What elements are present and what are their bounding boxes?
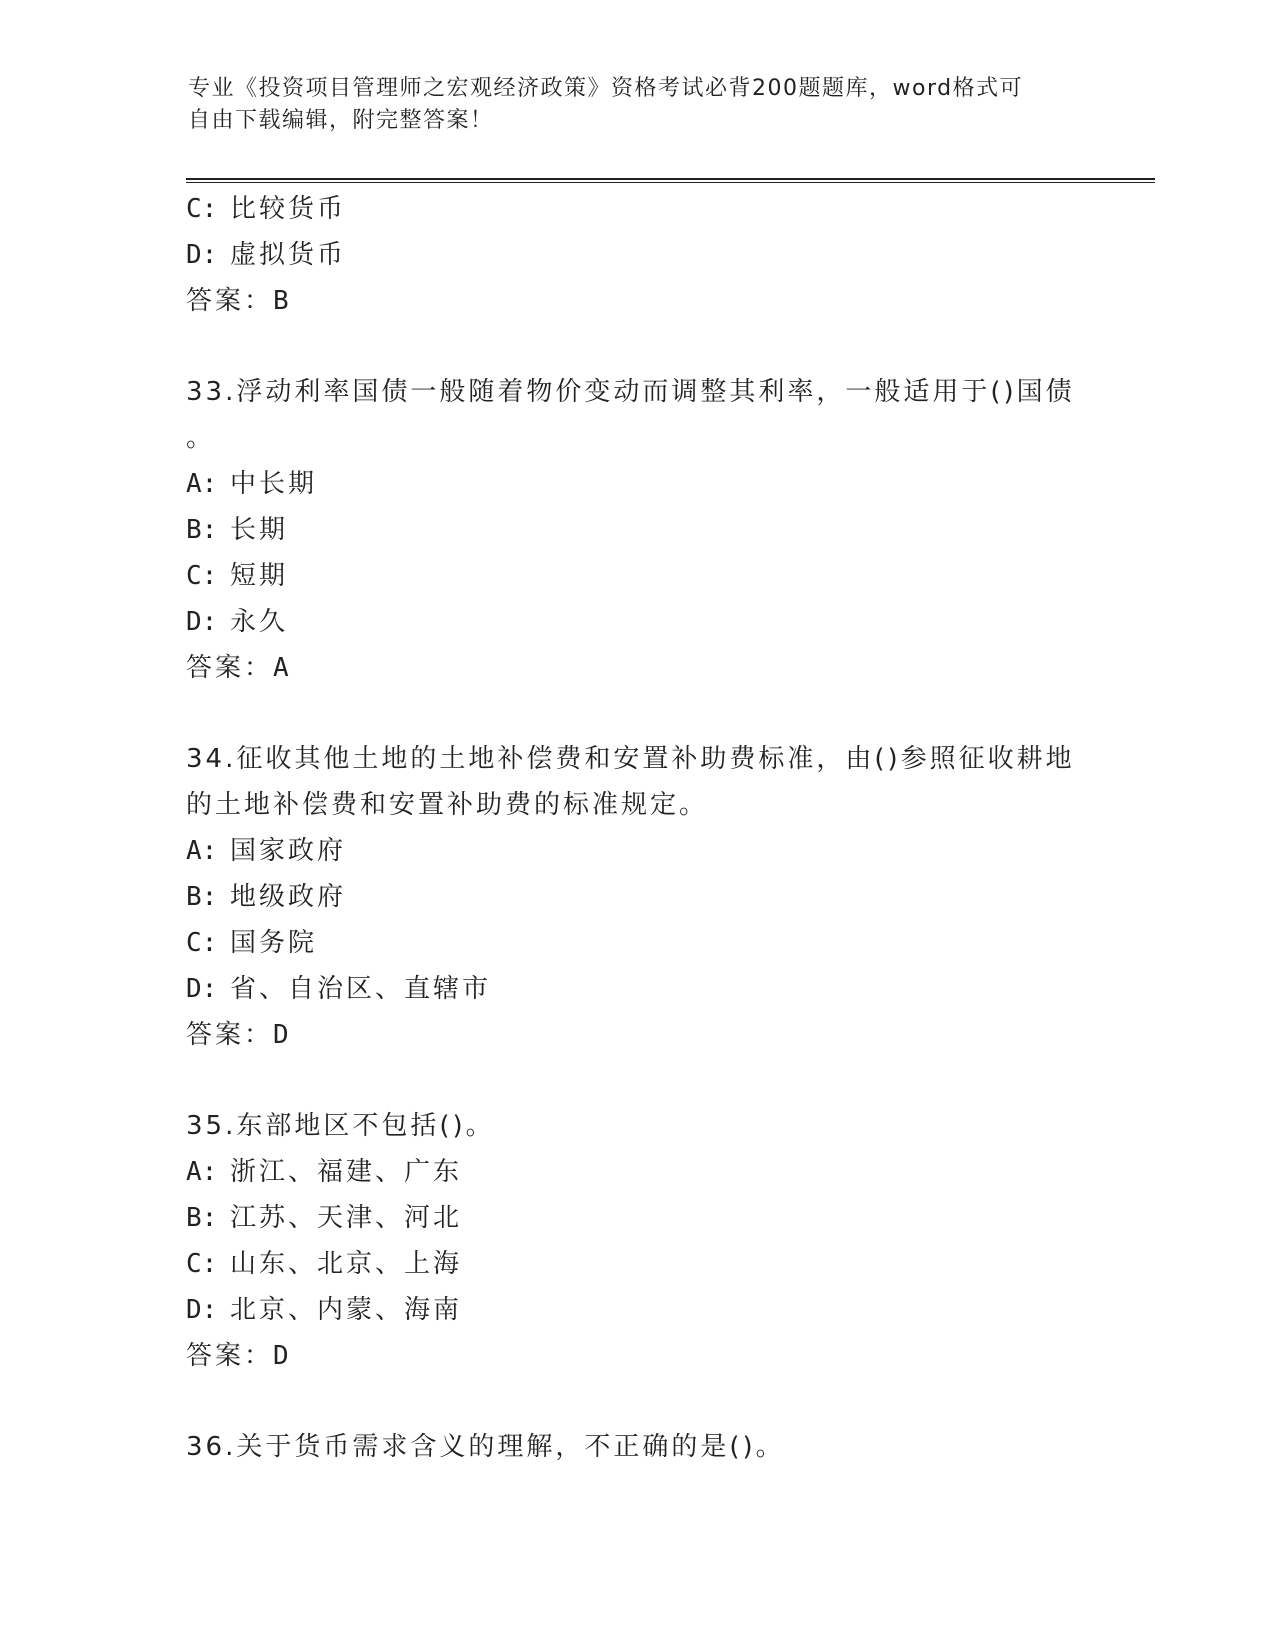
option-text: 江苏、天津、河北: [230, 1203, 463, 1233]
header-divider: [186, 178, 1155, 183]
option-text: 山东、北京、上海: [230, 1249, 463, 1279]
option-letter: B:: [186, 1203, 218, 1233]
page-header: [188, 73, 1068, 137]
question-text-line: 。: [186, 423, 216, 453]
option-b: [186, 874, 1086, 920]
option-text: 国务院: [230, 928, 318, 958]
option-c: [186, 1241, 1086, 1287]
question-32-tail: [186, 186, 1086, 324]
option-c: [186, 186, 1086, 232]
answer-line: [186, 1333, 1086, 1379]
option-b: [186, 507, 1086, 553]
option-text: 长期: [230, 515, 289, 545]
answer-value: B: [273, 286, 289, 316]
spacer: [186, 1379, 1086, 1424]
header-line-1: 专业《投资项目管理师之宏观经济政策》资格考试必背200题题库，word格式可: [188, 76, 1024, 101]
option-letter: B:: [186, 882, 218, 912]
option-text: 永久: [230, 607, 289, 637]
question-35: [186, 1103, 1086, 1379]
option-letter: D:: [186, 240, 218, 270]
option-letter: B:: [186, 515, 218, 545]
option-text: 中长期: [230, 469, 318, 499]
spacer: [186, 324, 1086, 369]
option-d: [186, 966, 1086, 1012]
answer-line: [186, 645, 1086, 691]
option-letter: C:: [186, 561, 218, 591]
question-text-line: 35.东部地区不包括()。: [186, 1111, 495, 1141]
question-33: [186, 369, 1086, 691]
answer-line: [186, 1012, 1086, 1058]
spacer: [186, 691, 1086, 736]
option-letter: A:: [186, 1157, 218, 1187]
option-text: 北京、内蒙、海南: [230, 1295, 463, 1325]
answer-label: 答案：: [186, 1341, 274, 1371]
option-letter: D:: [186, 974, 218, 1004]
answer-label: 答案：: [186, 653, 274, 683]
option-a: [186, 461, 1086, 507]
option-text: 国家政府: [230, 836, 347, 866]
option-d: [186, 599, 1086, 645]
option-letter: C:: [186, 928, 218, 958]
option-b: [186, 1195, 1086, 1241]
answer-label: 答案：: [186, 1020, 274, 1050]
answer-value: A: [273, 653, 289, 683]
question-text-line: 34.征收其他土地的土地补偿费和安置补助费标准，由()参照征收耕地: [186, 744, 1075, 774]
option-text: 浙江、福建、广东: [230, 1157, 463, 1187]
option-c: [186, 920, 1086, 966]
option-letter: C:: [186, 1249, 218, 1279]
option-text: 比较货币: [230, 194, 347, 224]
option-letter: A:: [186, 836, 218, 866]
question-text-line: 36.关于货币需求含义的理解，不正确的是()。: [186, 1432, 785, 1462]
question-36: [186, 1424, 1086, 1470]
document-body: [186, 186, 1086, 1470]
option-letter: D:: [186, 607, 218, 637]
answer-value: D: [273, 1020, 289, 1050]
answer-value: D: [273, 1341, 289, 1371]
option-d: [186, 1287, 1086, 1333]
question-text-line: 33.浮动利率国债一般随着物价变动而调整其利率，一般适用于()国债: [186, 377, 1075, 407]
answer-label: 答案：: [186, 286, 274, 316]
option-a: [186, 828, 1086, 874]
question-34: [186, 736, 1086, 1058]
question-text-line: 的土地补偿费和安置补助费的标准规定。: [186, 790, 709, 820]
option-text: 地级政府: [230, 882, 347, 912]
option-d: [186, 232, 1086, 278]
option-letter: D:: [186, 1295, 218, 1325]
option-letter: A:: [186, 469, 218, 499]
spacer: [186, 1058, 1086, 1103]
option-a: [186, 1149, 1086, 1195]
option-text: 虚拟货币: [230, 240, 347, 270]
header-line-2: 自由下载编辑，附完整答案！: [188, 108, 494, 133]
option-text: 短期: [230, 561, 289, 591]
option-text: 省、自治区、直辖市: [230, 974, 492, 1004]
option-letter: C:: [186, 194, 218, 224]
answer-line: [186, 278, 1086, 324]
option-c: [186, 553, 1086, 599]
